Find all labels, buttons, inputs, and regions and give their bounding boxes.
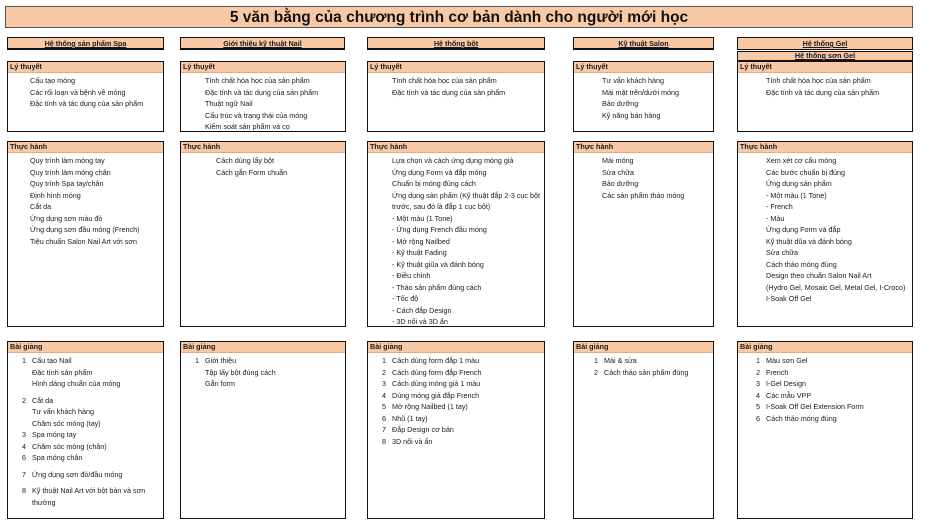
list-item: 2 French <box>756 367 789 377</box>
section-label: Thực hành <box>738 142 912 153</box>
list-item: Cấu trúc và trạng thái của móng <box>205 110 308 120</box>
list-item: Gắn form <box>205 379 235 388</box>
list-item: Cách tháo móng đúng <box>766 259 837 269</box>
list-item: Ứng dụng Form và đắp <box>766 225 841 234</box>
list-item: Đặc tính và tác dụng của sản phẩm <box>205 87 319 97</box>
list-item: Chăm sóc móng (tay) <box>32 418 101 428</box>
column-header-salon: Kỹ thuật Salon <box>573 37 714 50</box>
list-item: 4 Chăm sóc móng (chân) <box>22 441 107 451</box>
list-item: Xem xét cơ cấu móng <box>766 156 837 165</box>
column-header-nail-intro: Giới thiệu kỹ thuật Nail <box>180 37 345 50</box>
list-item: 8 Kỹ thuật Nail Art với bột bản và sơn thường <box>22 486 146 507</box>
list-item: 1 Mài & sửa <box>594 356 637 365</box>
page-title: 5 văn bằng của chương trình cơ bản dành cho người mới học <box>5 6 913 28</box>
list-item: 1 Cấu tạo Nail <box>22 356 72 365</box>
list-item: Chuẩn bị móng đúng cách <box>392 179 476 188</box>
list-item: 6 Spa móng chân <box>22 453 83 462</box>
list-item: Sửa chữa <box>602 167 634 177</box>
list-item: Tính chất hóa học của sản phẩm <box>205 76 310 85</box>
practice-box-powder <box>367 141 545 327</box>
list-item: Cấu tạo móng <box>30 76 76 85</box>
list-item: Các sản phẩm tháo móng <box>602 190 685 200</box>
list-item: Đặc tính và tác dụng của sản phẩm <box>392 87 506 97</box>
lecture-box-salon <box>573 341 714 519</box>
section-label: Thực hành <box>574 142 713 153</box>
list-item: 1 Cách dùng form đắp 1 màu <box>382 356 480 365</box>
list-item: Tính chất hóa học của sản phẩm <box>766 76 871 85</box>
list-item: Cách gắn Form chuẩn <box>216 167 288 177</box>
practice-box-salon <box>573 141 714 327</box>
section-label: Lý thuyết <box>181 62 345 73</box>
list-item: Đặc tính sản phẩm <box>32 367 93 377</box>
list-item: Kỹ năng bán hàng <box>602 110 661 120</box>
section-label: Bài giảng <box>368 342 544 353</box>
list-item: Ứng dụng Form và đắp móng <box>392 167 487 177</box>
list-item: Thuật ngữ Nail <box>205 99 253 108</box>
column-header-gel: Hệ thống Gel <box>737 37 913 50</box>
section-label: Thực hành <box>181 142 345 153</box>
list-item: - Điều chỉnh <box>392 271 431 280</box>
lecture-box-gel <box>737 341 913 519</box>
list-item: Tư vấn khách hàng <box>602 76 664 85</box>
list-item: Ứng dụng sản phẩm <box>766 179 832 188</box>
list-item: 8 3D nổi và ẩn <box>382 436 433 446</box>
list-item: Quy trình Spa tay/chân <box>30 179 104 188</box>
theory-box-gel <box>737 61 913 132</box>
section-label: Bài giảng <box>181 342 345 353</box>
list-item: Tiêu chuẩn Salon Nail Art với sơn <box>30 236 138 246</box>
list-item: 1 Giới thiệu <box>195 356 237 365</box>
list-item: Cách dùng lấy bột <box>216 156 274 165</box>
theory-box-powder <box>367 61 545 132</box>
list-item: I-Soak Off Gel <box>766 294 812 303</box>
list-item: 6 Nhũ (1 tay) <box>382 413 428 423</box>
list-item: - Kỹ thuật Fading <box>392 248 447 257</box>
list-item: Quy trình làm móng tay <box>30 156 105 165</box>
section-label: Bài giảng <box>574 342 713 353</box>
list-item: - Tháo sản phẩm đúng cách <box>392 282 482 292</box>
list-item: Mài mặt trên/dưới móng <box>602 87 680 97</box>
list-item: (Hydro Gel, Mosaic Gel, Metal Gel, I-Croco) <box>766 282 906 292</box>
list-item: 3 Spa móng tay <box>22 430 77 439</box>
list-item: - Mở rộng Nailbed <box>392 236 450 246</box>
list-item: 1 Màu sơn Gel <box>756 356 808 365</box>
lecture-box-powder <box>367 341 545 519</box>
list-item: 4 Dùng móng giả đắp French <box>382 390 480 400</box>
list-item: 5 I-Soak Off Gel Extension Form <box>756 402 864 411</box>
list-item: Các bước chuẩn bị đúng <box>766 167 846 177</box>
list-item: Ứng dụng sơn đầu móng (French) <box>30 225 140 234</box>
list-item: Hình dáng chuẩn của móng <box>32 379 121 388</box>
list-item: 3 I-Gel Design <box>756 379 806 388</box>
lecture-box-spa <box>7 341 164 519</box>
section-label: Lý thuyết <box>738 62 912 73</box>
list-item: - Tốc độ <box>392 294 419 303</box>
section-label: Bài giảng <box>8 342 163 353</box>
list-item: Đặc tính và tác dụng của sản phẩm <box>766 87 880 97</box>
theory-box-nail-intro <box>180 61 346 132</box>
list-item: Tư vấn khách hàng <box>32 407 94 416</box>
list-item: 2 Cách dùng form đắp French <box>382 367 482 377</box>
section-label: Lý thuyết <box>574 62 713 73</box>
list-item: - Một màu (1 Tone) <box>766 190 827 200</box>
list-item: Đặc tính và tác dụng của sản phẩm <box>30 99 144 108</box>
column-header-spa: Hệ thống sản phẩm Spa <box>7 37 164 50</box>
list-item: Kỹ thuật dũa và đánh bóng <box>766 236 852 246</box>
list-item: Tập lấy bột đúng cách <box>205 367 276 377</box>
list-item: Quy trình làm móng chân <box>30 167 111 177</box>
list-item: 4 Các mẫu VPP <box>756 390 812 400</box>
list-item: - Màu <box>766 213 785 223</box>
column-subheader-gel-polish: Hệ thống sơn Gel <box>737 51 913 61</box>
list-item: Design theo chuẩn Salon Nail Art <box>766 271 872 280</box>
list-item: 2 Cắt da <box>22 395 54 405</box>
theory-box-salon <box>573 61 714 132</box>
list-item: Ứng dụng sản phẩm (Kỹ thuật đắp 2-3 cục bột trước, sau đó là đắp 1 cục bột) <box>392 190 540 211</box>
list-item: 7 Đắp Design cơ bản <box>382 425 454 434</box>
list-item: Ứng dụng sơn màu đỏ <box>30 213 103 223</box>
list-item: Bảo dưỡng <box>602 99 639 108</box>
list-item: - Ứng dụng French đầu móng <box>392 225 487 234</box>
list-item: - Một màu (1 Tone) <box>392 213 453 223</box>
list-item: 3 Cách dùng móng giả 1 màu <box>382 379 481 388</box>
list-item: Mài móng <box>602 156 634 165</box>
practice-box-spa <box>7 141 164 327</box>
section-label: Thực hành <box>368 142 544 153</box>
list-item: - Cách đắp Design <box>392 305 452 315</box>
theory-box-spa <box>7 61 164 132</box>
list-item: Bảo dưỡng <box>602 179 639 188</box>
column-header-powder: Hệ thống bột <box>367 37 545 50</box>
list-item: 2 Cách tháo sản phẩm đúng <box>594 367 689 377</box>
practice-box-nail-intro <box>180 141 346 327</box>
list-item: Cắt da <box>30 202 52 211</box>
list-item: Lựa chọn và cách ứng dụng móng giả <box>392 156 514 165</box>
list-item: - French <box>766 202 793 211</box>
list-item: Các rối loạn và bệnh về móng <box>30 87 126 97</box>
section-label: Bài giảng <box>738 342 912 353</box>
list-item: - Kỹ thuật giũa và đánh bóng <box>392 259 484 269</box>
section-label: Lý thuyết <box>8 62 163 73</box>
section-label: Lý thuyết <box>368 62 544 73</box>
list-item: 6 Cách tháo móng đúng <box>756 413 837 423</box>
list-item: Sửa chữa <box>766 248 798 257</box>
list-item: Tính chất hóa học của sản phẩm <box>392 76 497 85</box>
lecture-box-nail-intro <box>180 341 346 519</box>
list-item: Định hình móng <box>30 190 81 200</box>
list-item: - 3D nổi và 3D ẩn <box>392 317 448 326</box>
practice-box-gel <box>737 141 913 327</box>
list-item: 7 Ứng dụng sơn đỏ/đầu móng <box>22 469 123 479</box>
list-item: 5 Mở rộng Nailbed (1 tay) <box>382 402 468 411</box>
list-item: Kiểm soát sản phẩm và cọ <box>205 122 290 131</box>
section-label: Thực hành <box>8 142 163 153</box>
